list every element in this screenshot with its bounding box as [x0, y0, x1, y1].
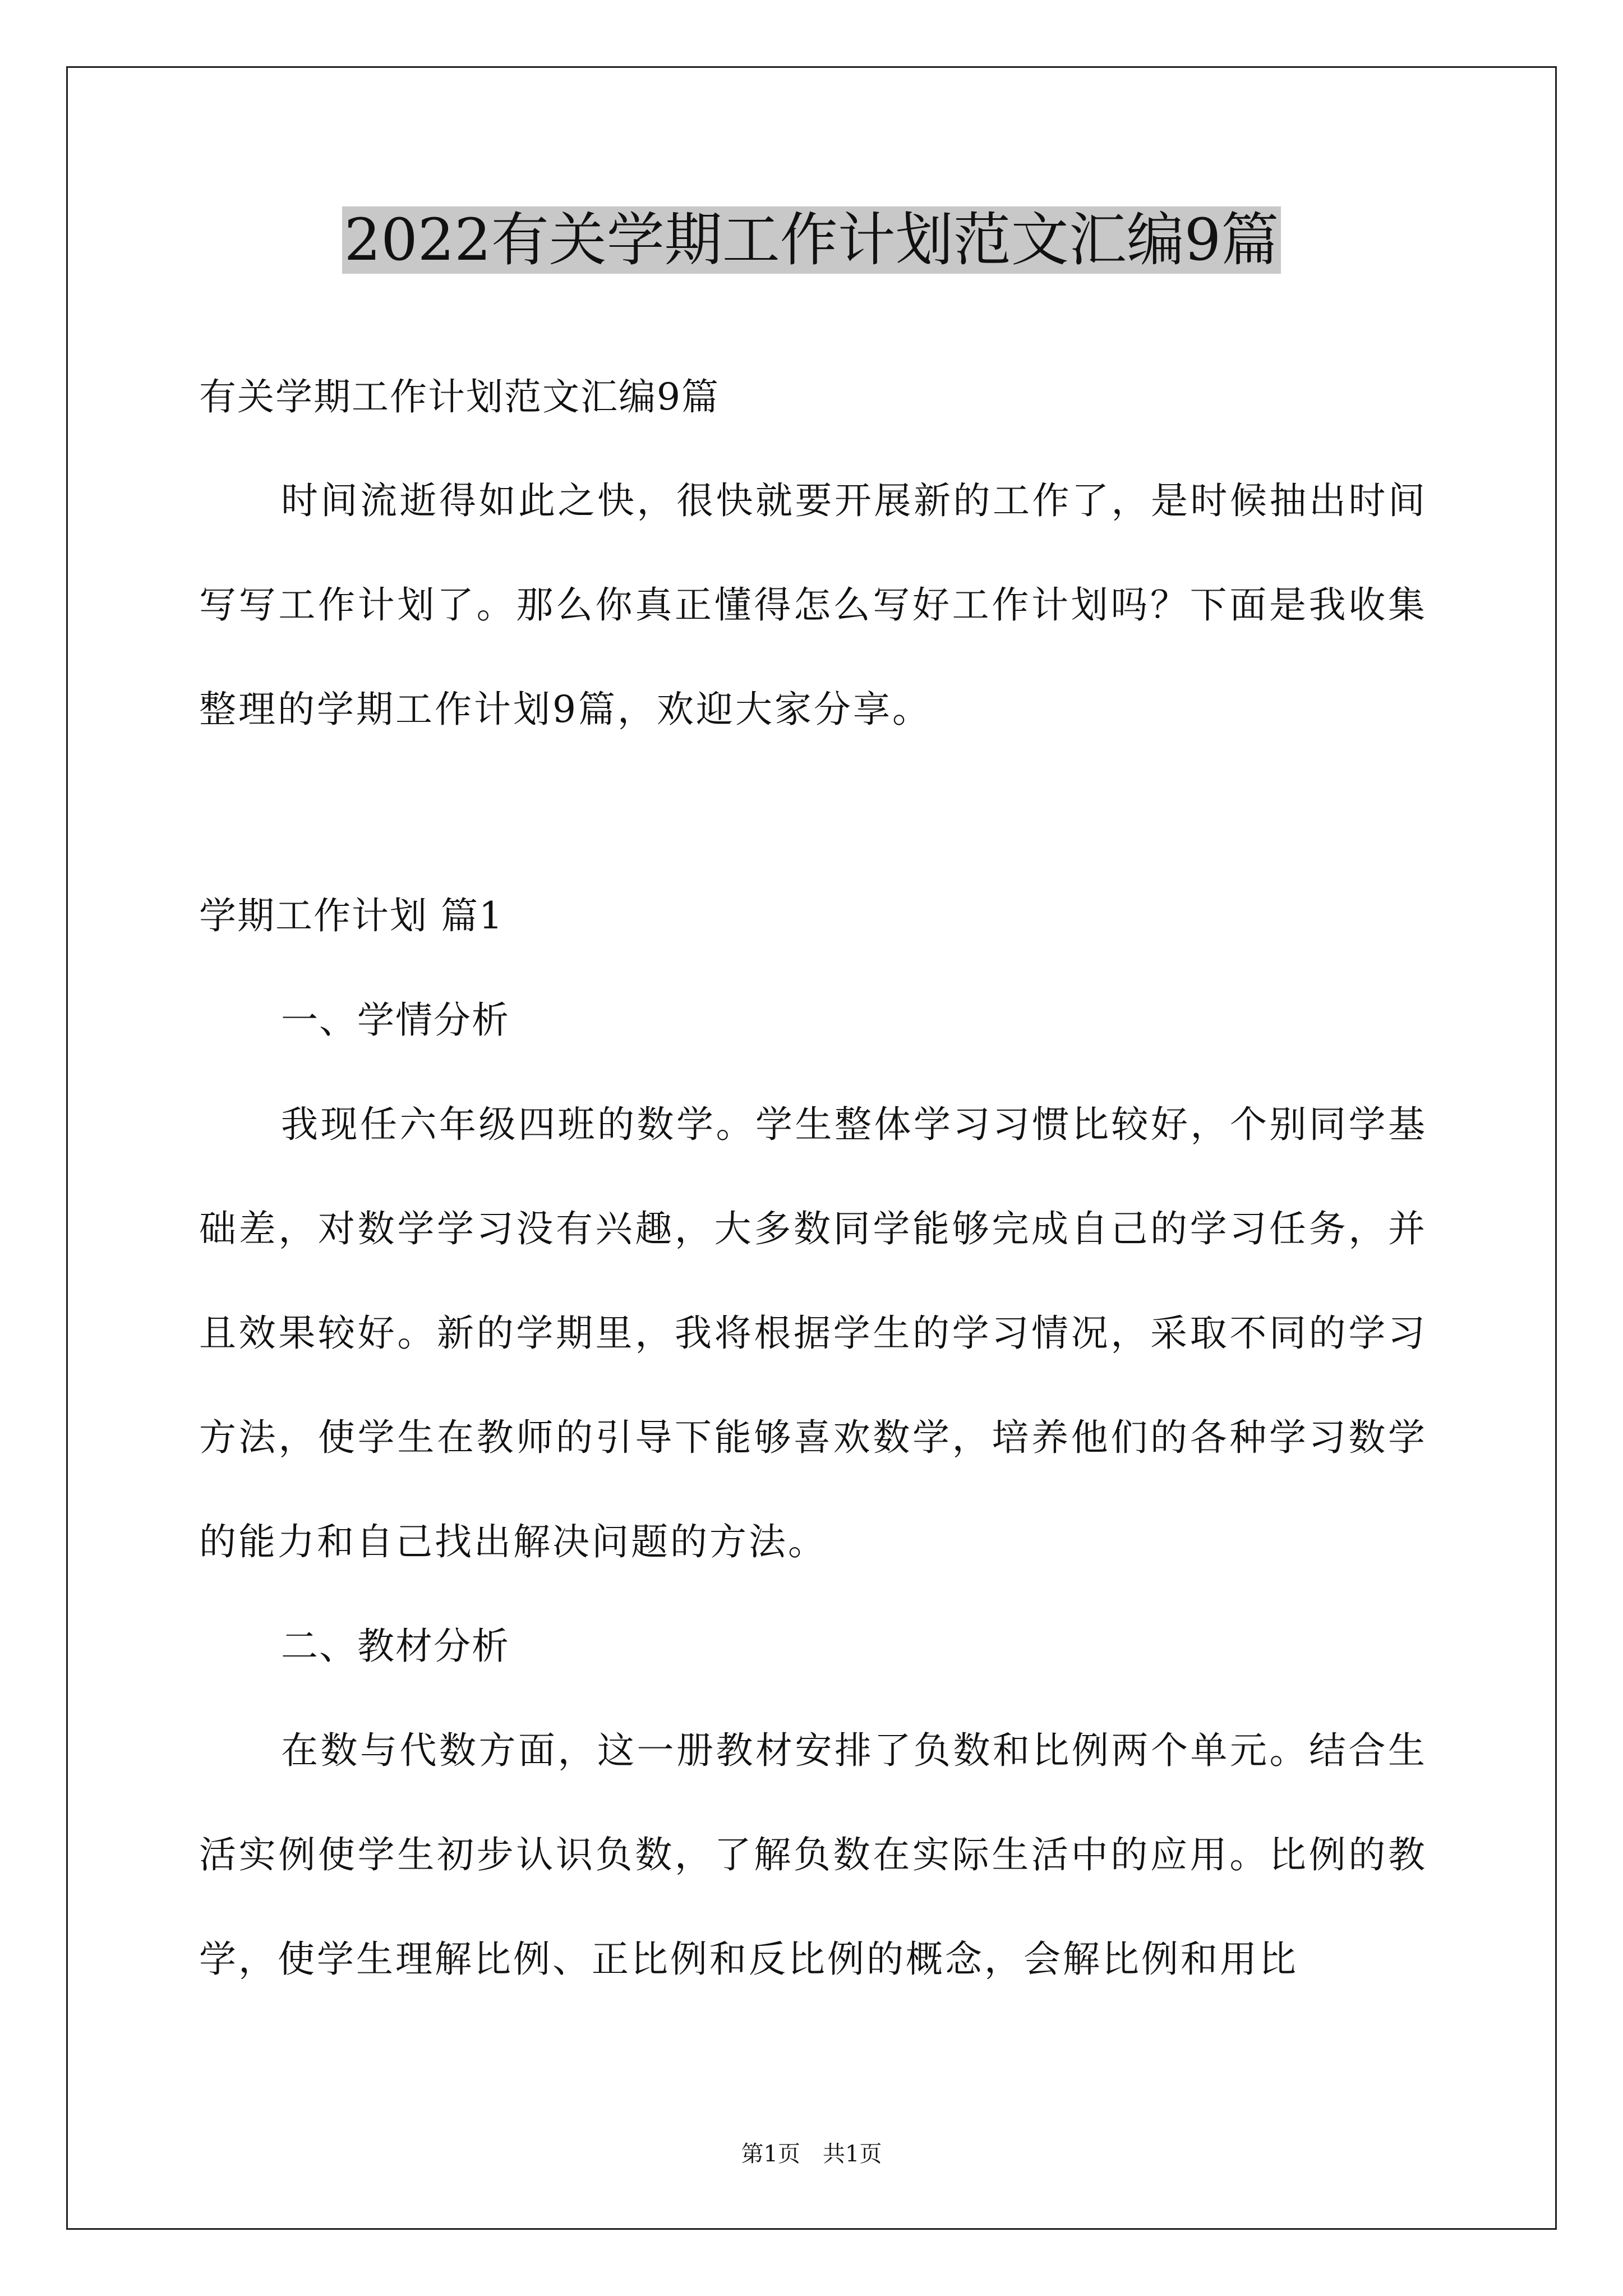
- section-heading: 学期工作计划 篇1: [199, 894, 504, 937]
- document-subtitle: 有关学期工作计划范文汇编9篇: [199, 375, 720, 418]
- heading-textbook-analysis: 二、教材分析: [281, 1625, 510, 1668]
- document-title: [0, 201, 1623, 279]
- intro-paragraph: 时间流逝得如此之快，很快就要开展新的工作了，是时候抽出时间写写工作计划了。那么你真正懂得怎么写好工作计划吗？下面是我收集整理的学期工作计划9篇，欢迎大家分享。: [199, 479, 1427, 731]
- document-title-text: 2022有关学期工作计划范文汇编9篇: [342, 206, 1281, 274]
- page-footer: 第1页 共1页: [741, 2141, 882, 2167]
- heading-learning-analysis: 一、学情分析: [281, 999, 510, 1042]
- learning-analysis-paragraph: 我现任六年级四班的数学。学生整体学习习惯比较好，个别同学基础差，对数学学习没有兴趣，大多数同学能够完成自己的学习任务，并且效果较好。新的学期里，我将根据学生的学习情况，采取不同的学习方法，使学生在教师的引导下能够喜欢数学，培养他们的各种学习数学的能力和自己找出解决问题的方法。: [199, 1103, 1427, 1563]
- textbook-analysis-paragraph: 在数与代数方面，这一册教材安排了负数和比例两个单元。结合生活实例使学生初步认识负数，了解负数在实际生活中的应用。比例的教学，使学生理解比例、正比例和反比例的概念，会解比例和用比: [199, 1729, 1427, 1981]
